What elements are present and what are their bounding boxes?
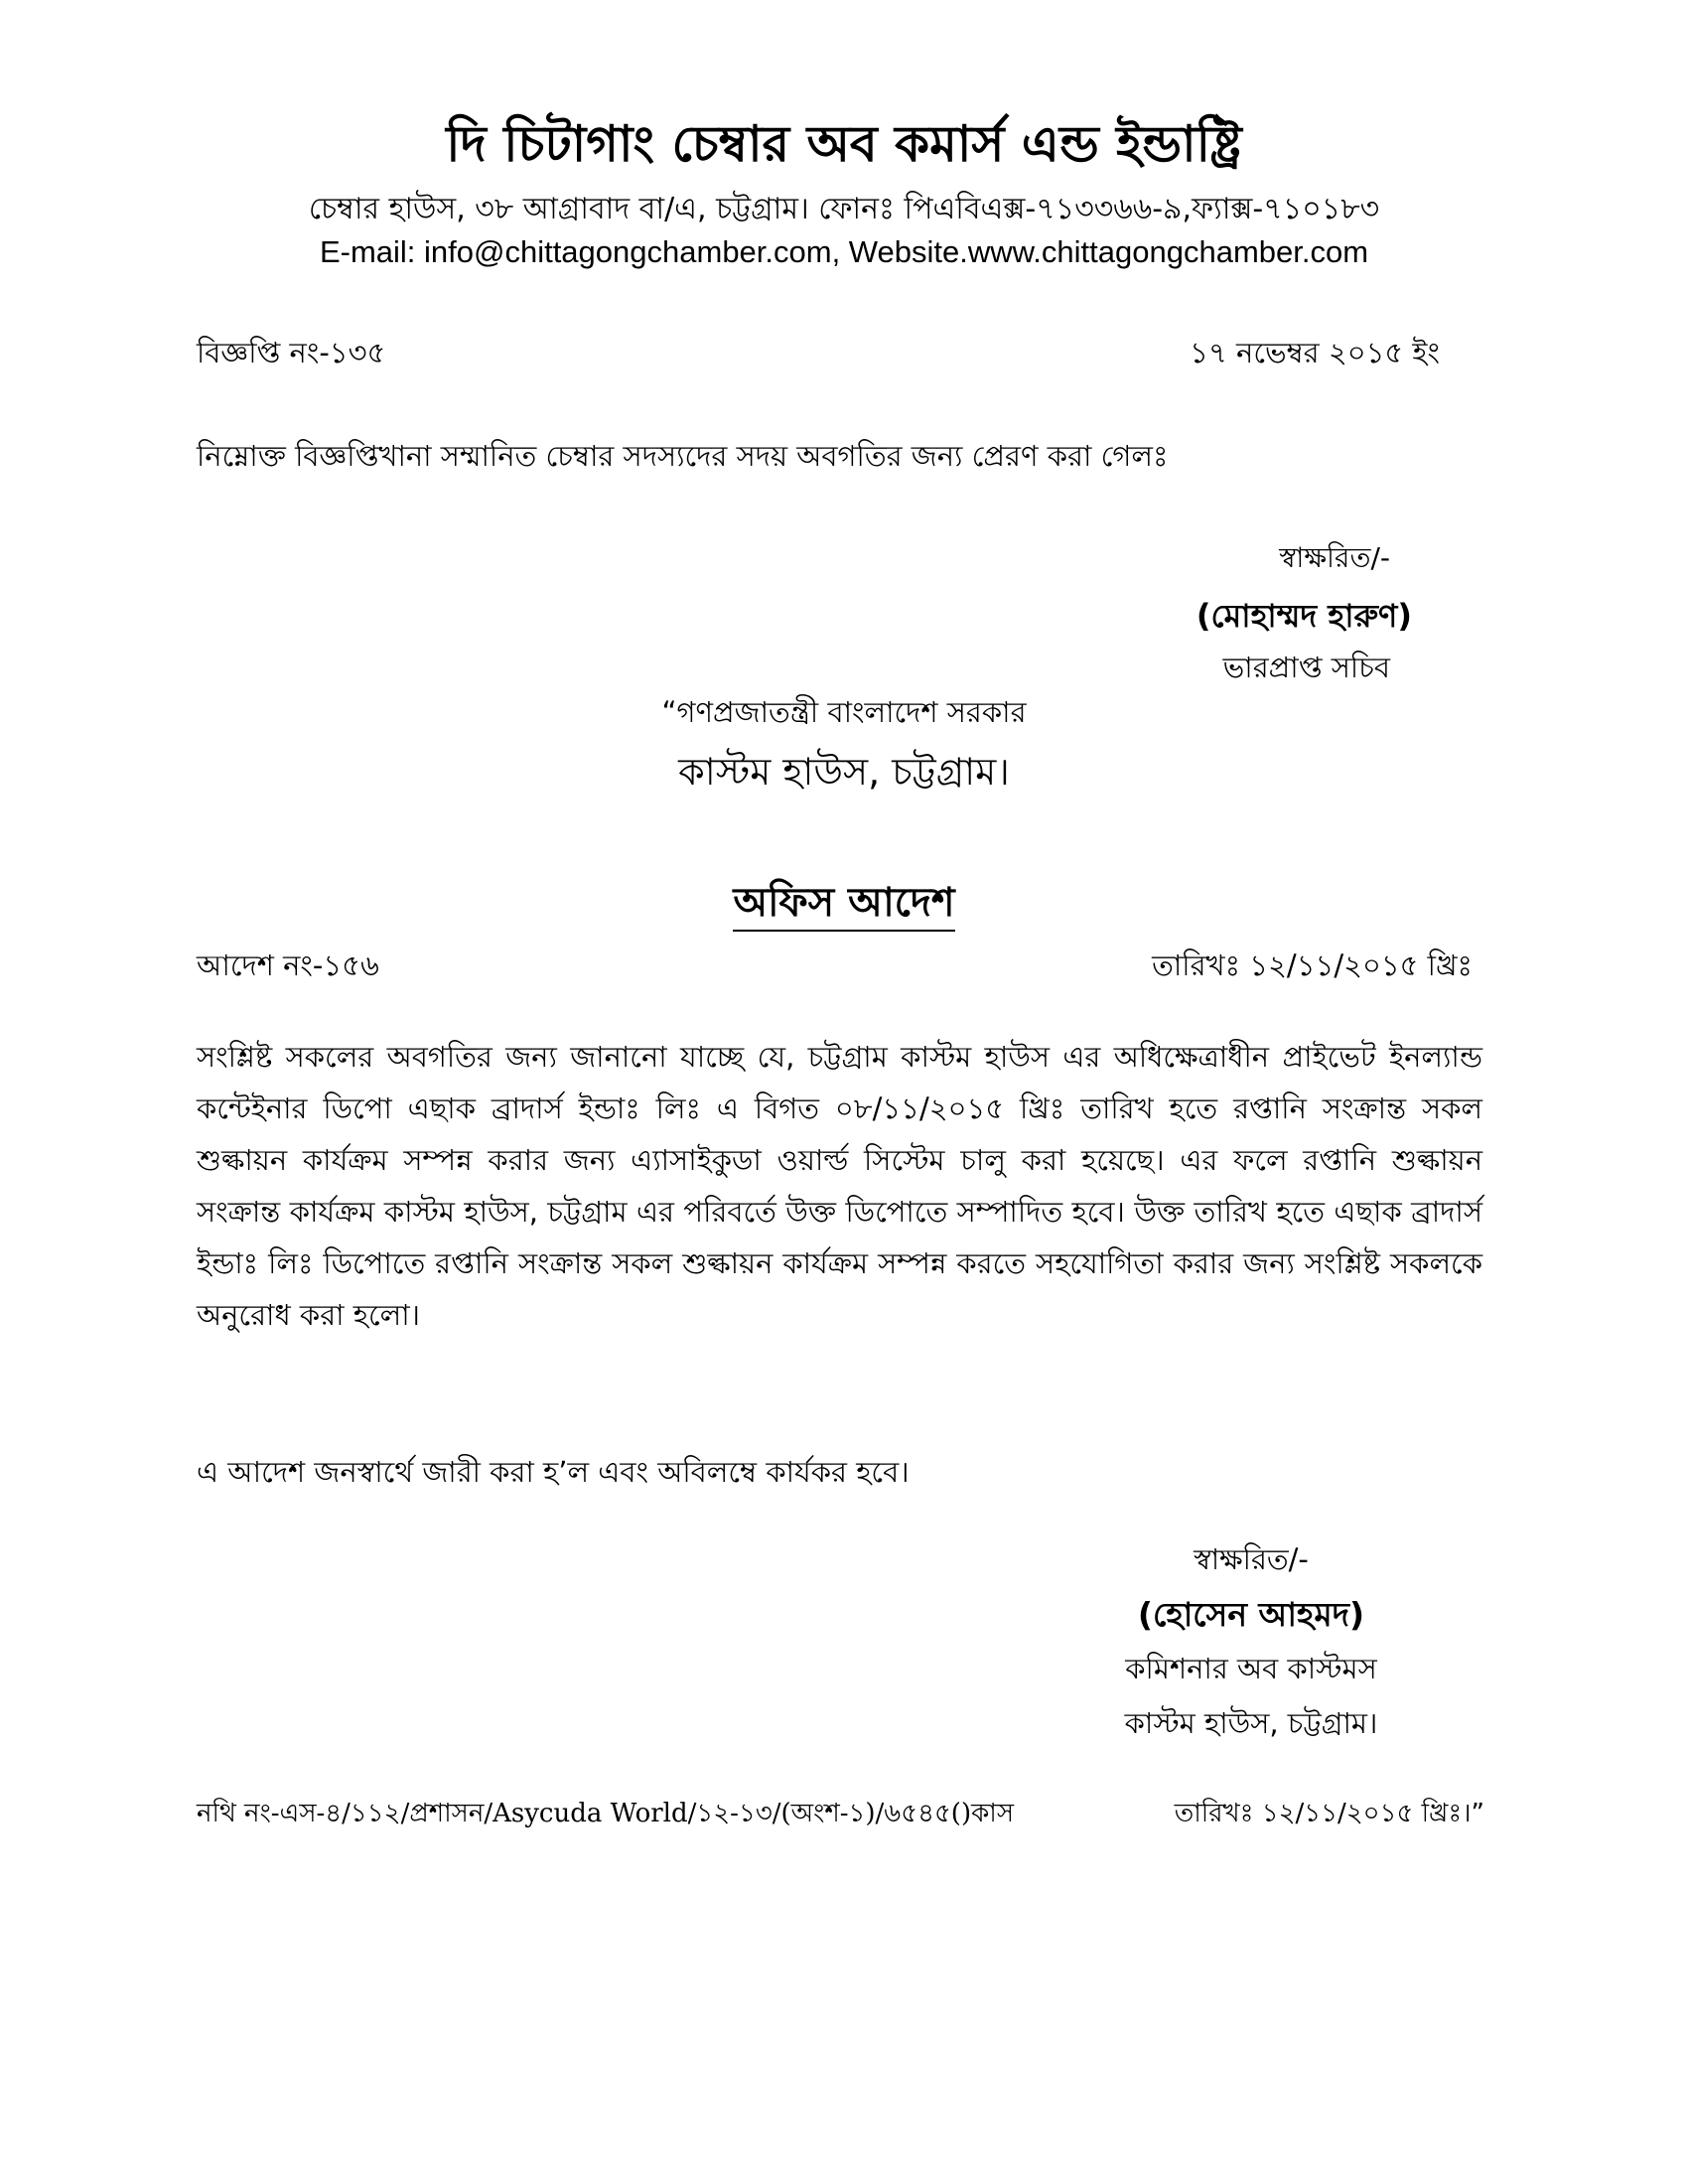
office-order-heading <box>0 871 1688 938</box>
chamber-signatory-name: (মোহাম্মদ হারুণ) <box>1196 597 1412 635</box>
file-date: তারিখঃ ১২/১১/২০১৫ খ্রিঃ।” <box>1174 1799 1484 1828</box>
organization-name: দি চিটাগাং চেম্বার অব কমার্স এন্ড ইন্ডাষ্ট্রি <box>446 115 1242 173</box>
notice-date: ১৭ নভেম্বর ২০১৫ ইং <box>1190 336 1440 369</box>
chamber-signed-mark: স্বাক্ষরিত/- <box>1279 541 1390 574</box>
chamber-signatory-title: ভারপ্রাপ্ত সচিব <box>1222 651 1390 684</box>
customs-signed-mark: স্বাক্ষরিত/- <box>1194 1542 1309 1576</box>
notice-intro: নিম্নোক্ত বিজ্ঞপ্তিখানা সম্মানিত চেম্বার সদস্যদের সদয় অবগতির জন্য প্রেরণ করা গেলঃ <box>197 439 1169 473</box>
government-heading: “গণপ্রজাতন্ত্রী বাংলাদেশ সরকার <box>661 695 1027 729</box>
customs-signatory-office: কাস্টম হাউস, চট্টগ্রাম। <box>1124 1706 1378 1740</box>
order-body: সংশ্লিষ্ট সকলের অবগতির জন্য জানানো যাচ্ছে যে, চট্টগ্রাম কাস্টম হাউস এর অধিক্ষেত্রাধীন প্রাইভেট ইনল্যান্ড কন্টেইনার ডিপো এছাক ব্রাদার্স ইন্ডাঃ লিঃ এ বিগত ০৮/১১/২০১৫ খ্রিঃ তারিখ হতে রপ্তানি সংক্রান্ত সকল শুল্কায়ন কার্যক্রম সম্পন্ন করার জন্য এ্যাসাইকুডা ওয়ার্ল্ড সিস্টেম চালু করা হয়েছে। এর ফলে রপ্তানি শুল্কায়ন সংক্রান্ত কার্যক্রম কাস্টম হাউস, চট্টগ্রাম এর পরিবর্তে উক্ত ডিপোতে সম্পাদিত হবে। উক্ত তারিখ হতে এছাক ব্রাদার্স ইন্ডাঃ লিঃ ডিপোতে রপ্তানি সংক্রান্ত সকল শুল্কায়ন কার্যক্রম সম্পন্ন করতে সহযোগিতা করার জন্য সংশ্লিষ্ট সকলকে অনুরোধ করা হলো। <box>197 1040 1482 1332</box>
custom-house-heading: কাস্টম হাউস, চট্টগ্রাম। <box>678 750 1010 794</box>
order-public-interest: এ আদেশ জনস্বার্থে জারী করা হ’ল এবং অবিলম্বে কার্যকর হবে। <box>197 1455 910 1489</box>
order-number: আদেশ নং-১৫৬ <box>197 948 379 982</box>
office-order-title: অফিস আদেশ <box>733 880 954 932</box>
organization-address: চেম্বার হাউস, ৩৮ আগ্রাবাদ বা/এ, চট্টগ্রাম। ফোনঃ পিএবিএক্স-৭১৩৩৬৬-৯,ফ্যাক্স-৭১০১৮৩ <box>308 192 1380 226</box>
customs-signatory-name: (হোসেন আহমদ) <box>1137 1595 1365 1634</box>
order-date: তারিখঃ ১২/১১/২০১৫ খ্রিঃ <box>1152 948 1473 982</box>
organization-contact: E-mail: info@chittagongchamber.com, Website.www.chittagongchamber.com <box>319 234 1369 269</box>
customs-signature-block <box>1053 1532 1450 1751</box>
file-reference: নথি নং-এস-৪/১১২/প্রশাসন/Asycuda World/১২-১৩/(অংশ-১)/৬৫৪৫()কাস <box>197 1799 1015 1828</box>
notice-number: বিজ্ঞপ্তি নং-১৩৫ <box>197 336 386 369</box>
customs-signatory-title: কমিশনার অব কাস্টমস <box>1125 1652 1377 1685</box>
